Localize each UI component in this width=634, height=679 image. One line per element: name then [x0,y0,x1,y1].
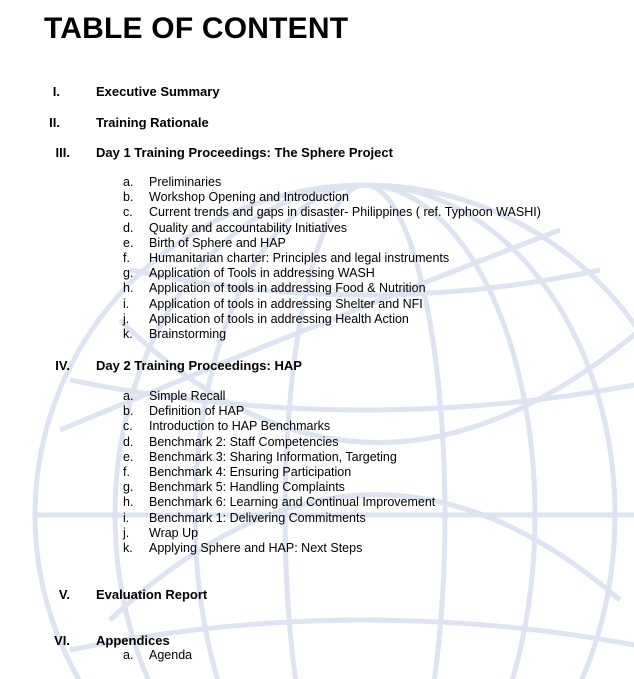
section-number: V. [58,587,70,602]
section-number: II. [49,115,60,130]
section-number: I. [52,84,60,99]
section-title: Training Rationale [96,115,209,130]
page-title: TABLE OF CONTENT [44,12,349,45]
section-title: Evaluation Report [96,587,208,602]
section-title: Day 1 Training Proceedings: The Sphere Project [96,145,393,160]
section-number: IV. [55,358,70,373]
section-title: Day 2 Training Proceedings: HAP [96,358,302,373]
section-title: Appendices [96,633,170,648]
section-number: III. [55,145,70,160]
section-number: VI. [54,633,70,648]
section-title: Executive Summary [96,84,220,99]
